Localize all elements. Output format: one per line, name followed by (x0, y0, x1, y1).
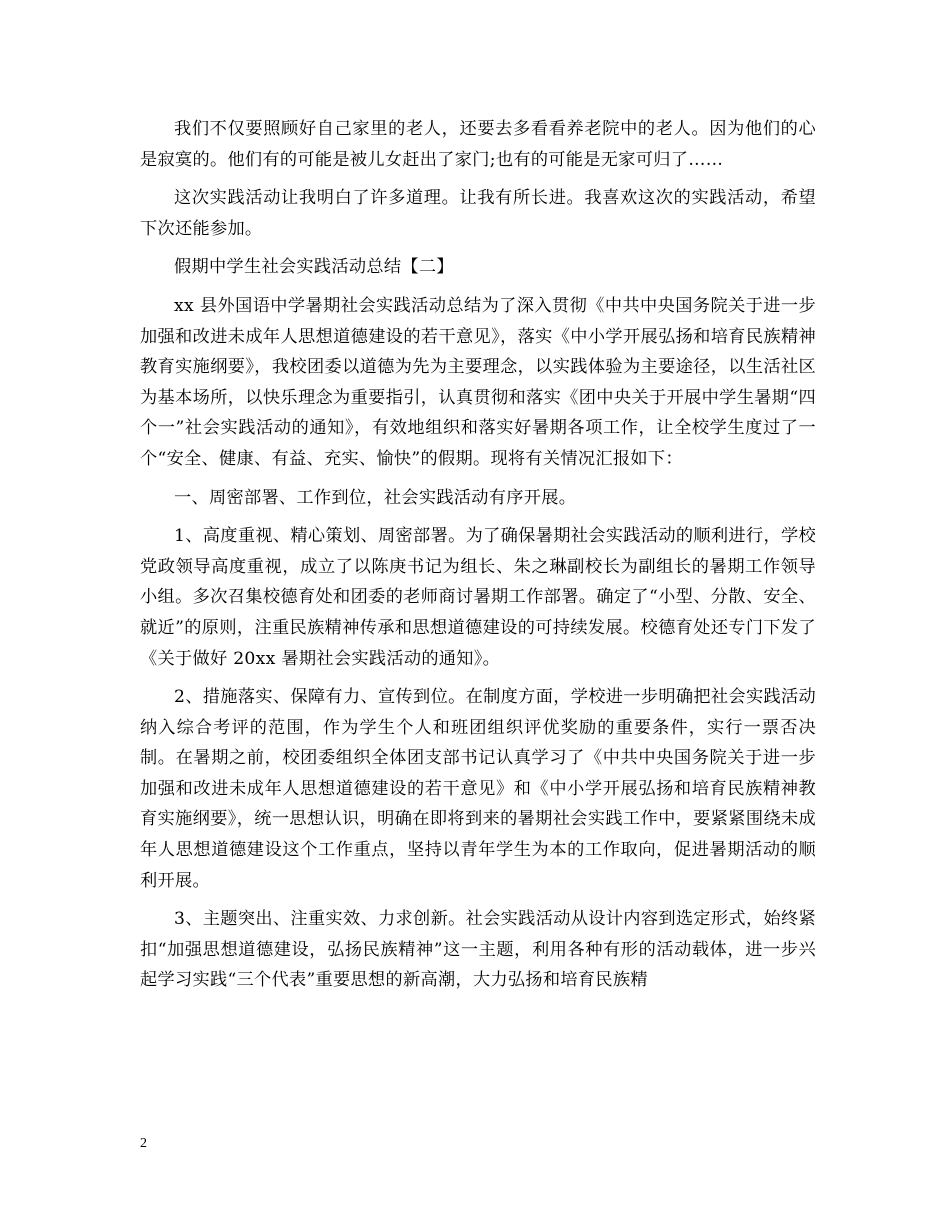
document-body (140, 114, 816, 1004)
paragraph-summary-intro: xx 县外国语中学暑期社会实践活动总结为了深入贯彻《中共中央国务院关于进一步加强和改进未成年人思想道德建设的若干意见》，落实《中小学开展弘扬和培育民族精神教育实施纲要》，我校团委以道德为先为主要理念，以实践体验为主要途径，以生活社区为基本场所，以快乐理念为重要指引，认真贯彻和落实《团中央关于开展中学生暑期“四个一”社会实践活动的通知》，有效地组织和落实好暑期各项工作，让全校学生度过了一个“安全、健康、有益、充实、愉快”的假期。现将有关情况汇报如下： (140, 295, 816, 469)
page-number: 2 (140, 1136, 147, 1151)
paragraph-item-one: 1、高度重视、精心策划、周密部署。为了确保暑期社会实践活动的顺利进行，学校党政领导高度重视，成立了以陈庚书记为组长、朱之琳副校长为副组长的暑期工作领导小组。多次召集校德育处和团委的老师商讨暑期工作部署。确定了“小型、分散、安全、就近”的原则，注重民族精神传承和思想道德建设的可持续发展。校德育处还专门下发了《关于做好 20xx 暑期社会实践活动的通知》。 (140, 526, 816, 669)
paragraph-item-two: 2、措施落实、保障有力、宣传到位。在制度方面，学校进一步明确把社会实践活动纳入综合考评的范围，作为学生个人和班团组织评优奖励的重要条件，实行一票否决制。在暑期之前，校团委组织全体团支部书记认真学习了《中共中央国务院关于进一步加强和改进未成年人思想道德建设的若干意见》和《中小学开展弘扬和培育民族精神教育实施纲要》，统一思想认识，明确在即将到来的暑期社会实践工作中，要紧紧围绕未成年人思想道德建设这个工作重点，坚持以青年学生为本的工作取向，促进暑期活动的顺利开展。 (140, 687, 816, 891)
section-heading-summary-two: 假期中学生社会实践活动总结【二】 (174, 257, 454, 278)
paragraph-activity-reflection: 这次实践活动让我明白了许多道理。让我有所长进。我喜欢这次的实践活动，希望下次还能参加。 (140, 188, 816, 239)
paragraph-item-three: 3、主题突出、注重实效、力求创新。社会实践活动从设计内容到选定形式，始终紧扣“加强思想道德建设，弘扬民族精神”这一主题，利用各种有形的活动载体，进一步兴起学习实践“三个代表”重要思想的新高潮，大力弘扬和培育民族精 (140, 909, 816, 991)
paragraph-elderly-care: 我们不仅要照顾好自己家里的老人，还要去多看看养老院中的老人。因为他们的心是寂寞的。他们有的可能是被儿女赶出了家门;也有的可能是无家可归了…… (140, 119, 816, 170)
paragraph-section-one-title: 一、周密部署、工作到位，社会实践活动有序开展。 (174, 487, 577, 508)
